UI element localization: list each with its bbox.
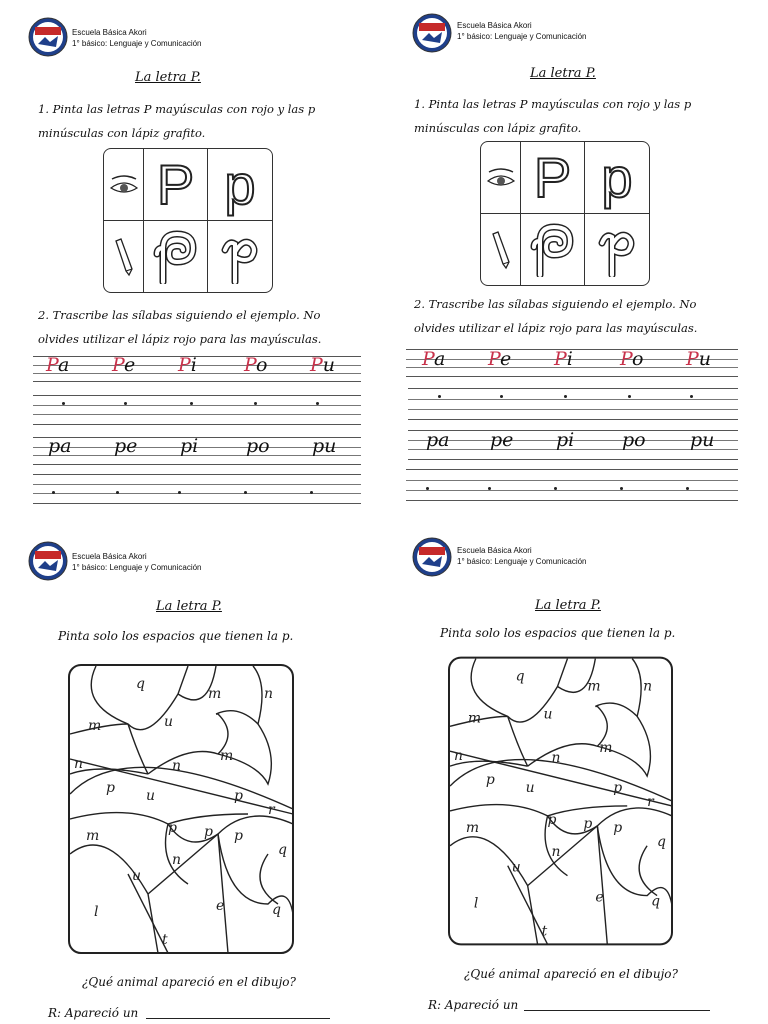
capital-p-outline[interactable]: P (156, 152, 195, 216)
practice-band-lower[interactable] (406, 469, 738, 501)
start-dot (116, 491, 119, 494)
syllable-pu-upper: Pu (310, 354, 336, 376)
puzzle-letter[interactable]: p (547, 811, 557, 828)
answer-prompt: R: Apareció un (428, 998, 519, 1012)
syllable-po-lower: po (622, 429, 646, 451)
eye-icon (486, 166, 516, 190)
puzzle-letter[interactable]: p (204, 824, 213, 840)
puzzle-letter[interactable]: q (651, 893, 661, 910)
grid-cell-cursive-p-alt[interactable] (208, 221, 272, 292)
puzzle-letter[interactable]: m (587, 678, 601, 695)
start-dot (316, 402, 319, 405)
school-logo-icon (412, 537, 452, 577)
puzzle-letter[interactable]: m (88, 718, 102, 734)
puzzle-instruction: Pinta solo los espacios que tienen la p. (440, 626, 676, 640)
syllable-pi-lower: pi (180, 435, 199, 457)
syllable-pa-lower: pa (48, 435, 72, 457)
syllable-pa-upper: Pa (46, 354, 70, 376)
grid-cell-pencil[interactable] (104, 221, 144, 292)
syllable-pe-upper: Pe (112, 354, 136, 376)
start-dot (620, 487, 623, 490)
instruction-1: 1. Pinta las letras P mayúsculas con rojo y las p minúsculas con lápiz grafito. (38, 102, 316, 140)
syllable-pi-upper: Pi (178, 354, 197, 376)
cursive-p-outline-icon[interactable] (153, 230, 199, 284)
puzzle-letter[interactable]: m (208, 686, 222, 702)
start-dot (52, 491, 55, 494)
start-dot (426, 487, 429, 490)
puzzle-letter[interactable]: n (551, 750, 561, 767)
school-logo-icon (28, 17, 68, 57)
syllable-po-upper: Po (620, 348, 644, 370)
start-dot (124, 402, 127, 405)
eye-icon (109, 173, 139, 197)
school-name: Escuela Básica Akori (72, 28, 147, 37)
puzzle-letter[interactable]: n (264, 686, 274, 702)
instruction-2: 2. Trascribe las sílabas siguiendo el ejemplo. No olvides utilizar el lápiz rojo para las mayúsculas. (38, 308, 322, 346)
course-name: 1° básico: Lenguaje y Comunicación (457, 557, 587, 566)
puzzle-letter[interactable]: p (613, 819, 623, 836)
grid-cell-cursive-p[interactable] (144, 221, 208, 292)
instruction-2: 2. Trascribe las sílabas siguiendo el ejemplo. No olvides utilizar el lápiz rojo para las mayúsculas. (414, 297, 698, 335)
page-title: La letra P. (535, 598, 601, 613)
syllable-pa-lower: pa (426, 429, 450, 451)
syllable-pu-lower: pu (690, 429, 715, 451)
start-dot (310, 491, 313, 494)
grid-cell-lower-p[interactable] (585, 142, 649, 214)
puzzle-letter[interactable]: m (220, 748, 234, 764)
answer-line-input[interactable] (524, 1010, 710, 1011)
puzzle-letter[interactable]: q (515, 668, 525, 685)
puzzle-letter[interactable]: n (172, 852, 182, 868)
question: ¿Qué animal apareció en el dibujo? (464, 967, 678, 981)
puzzle-letter[interactable]: m (465, 819, 480, 836)
course-name: 1° básico: Lenguaje y Comunicación (72, 563, 202, 572)
worksheet-bottom-right (384, 512, 768, 1024)
puzzle-letter[interactable]: p (613, 780, 623, 797)
start-dot (554, 487, 557, 490)
practice-band-lower[interactable] (33, 474, 361, 504)
puzzle-letter[interactable]: t (162, 932, 168, 948)
worksheet-bottom-left (0, 512, 384, 1024)
puzzle-letter[interactable]: q (278, 842, 287, 858)
puzzle-letter[interactable]: m (467, 710, 482, 727)
cursive-p-alt-outline-icon[interactable] (217, 230, 263, 284)
start-dot (500, 395, 503, 398)
lower-p-outline[interactable]: p (224, 152, 256, 216)
puzzle-letter[interactable]: q (136, 676, 145, 692)
worksheet-top-left (0, 0, 384, 512)
puzzle-letter[interactable]: e (595, 889, 604, 906)
course-name: 1° básico: Lenguaje y Comunicación (457, 32, 587, 41)
start-dot (190, 402, 193, 405)
letter-grid (480, 141, 650, 286)
puzzle-letter[interactable]: u (132, 868, 142, 884)
coloring-puzzle[interactable] (68, 664, 294, 954)
puzzle-letter[interactable]: u (146, 788, 156, 804)
puzzle-letter[interactable]: q (272, 902, 281, 918)
puzzle-letter[interactable]: p (583, 815, 593, 832)
start-dot (690, 395, 693, 398)
syllable-pe-lower: pe (490, 429, 514, 451)
puzzle-letter[interactable]: n (74, 756, 84, 772)
page-title: La letra P. (530, 66, 596, 81)
grid-cell-eye[interactable] (481, 142, 521, 214)
pencil-icon (489, 230, 513, 270)
answer-prompt: R: Apareció un (48, 1006, 139, 1020)
start-dot (244, 491, 247, 494)
puzzle-letter[interactable]: u (164, 714, 174, 730)
puzzle-letter[interactable]: q (657, 833, 666, 850)
start-dot (564, 395, 567, 398)
puzzle-letter[interactable]: l (94, 904, 99, 920)
start-dot (254, 402, 257, 405)
grid-cell-cursive-p[interactable] (521, 214, 585, 285)
practice-band-upper[interactable] (33, 395, 361, 425)
practice-band-upper[interactable] (408, 388, 738, 420)
grid-cell-cursive-p-alt[interactable] (585, 214, 649, 285)
puzzle-letter[interactable]: p (106, 780, 115, 796)
start-dot (628, 395, 631, 398)
puzzle-letter[interactable]: r (647, 793, 654, 810)
answer-line-input[interactable] (146, 1018, 330, 1019)
syllable-pi-lower: pi (556, 429, 575, 451)
school-name: Escuela Básica Akori (72, 552, 147, 561)
instruction-1: 1. Pinta las letras P mayúsculas con rojo y las p minúsculas con lápiz grafito. (414, 97, 692, 135)
puzzle-letter[interactable]: u (511, 859, 521, 876)
letter-grid (103, 148, 273, 293)
grid-cell-eye[interactable] (104, 149, 144, 221)
page-title: La letra P. (135, 70, 201, 85)
cursive-p-outline-icon[interactable] (530, 223, 576, 277)
grid-cell-pencil[interactable] (481, 214, 521, 285)
puzzle-letter[interactable]: u (525, 780, 535, 797)
syllable-pa-upper: Pa (422, 348, 446, 370)
grid-cell-capital-p[interactable] (144, 149, 208, 221)
lower-p-outline[interactable]: p (601, 145, 633, 209)
start-dot (686, 487, 689, 490)
start-dot (488, 487, 491, 490)
grid-cell-lower-p[interactable] (208, 149, 272, 221)
syllable-pu-lower: pu (312, 435, 337, 457)
question: ¿Qué animal apareció en el dibujo? (82, 975, 296, 989)
cursive-p-alt-outline-icon[interactable] (594, 223, 640, 277)
puzzle-letter[interactable]: n (643, 678, 653, 695)
puzzle-letter[interactable]: u (543, 706, 553, 723)
syllable-po-lower: po (246, 435, 270, 457)
worksheet-top-right (384, 0, 768, 512)
puzzle-letter[interactable]: p (485, 772, 495, 789)
puzzle-letter[interactable]: n (551, 843, 561, 860)
puzzle-letter[interactable]: e (216, 898, 225, 914)
syllable-pi-upper: Pi (554, 348, 573, 370)
start-dot (178, 491, 181, 494)
puzzle-letter[interactable]: p (168, 820, 177, 836)
start-dot (438, 395, 441, 398)
school-name: Escuela Básica Akori (457, 546, 532, 555)
school-logo-icon (28, 541, 68, 581)
capital-p-outline[interactable]: P (533, 145, 572, 209)
coloring-puzzle[interactable] (448, 656, 673, 946)
syllable-pe-lower: pe (114, 435, 138, 457)
puzzle-letter[interactable]: n (453, 748, 463, 765)
course-name: 1° básico: Lenguaje y Comunicación (72, 39, 202, 48)
syllable-pu-upper: Pu (686, 348, 712, 370)
syllable-pe-upper: Pe (488, 348, 512, 370)
puzzle-letter[interactable]: p (234, 828, 243, 844)
puzzle-letter[interactable]: t (541, 923, 548, 940)
grid-cell-capital-p[interactable] (521, 142, 585, 214)
puzzle-instruction: Pinta solo los espacios que tienen la p. (58, 629, 294, 643)
puzzle-letter[interactable]: p (234, 788, 243, 804)
puzzle-letter[interactable]: m (86, 828, 100, 844)
puzzle-letter[interactable]: n (172, 758, 182, 774)
puzzle-letter[interactable]: r (268, 802, 275, 818)
school-logo-icon (412, 13, 452, 53)
pencil-icon (112, 237, 136, 277)
syllable-po-upper: Po (244, 354, 268, 376)
puzzle-letter[interactable]: l (473, 895, 479, 912)
puzzle-letter[interactable]: m (599, 740, 613, 757)
start-dot (62, 402, 65, 405)
page-title: La letra P. (156, 599, 222, 614)
school-name: Escuela Básica Akori (457, 21, 532, 30)
